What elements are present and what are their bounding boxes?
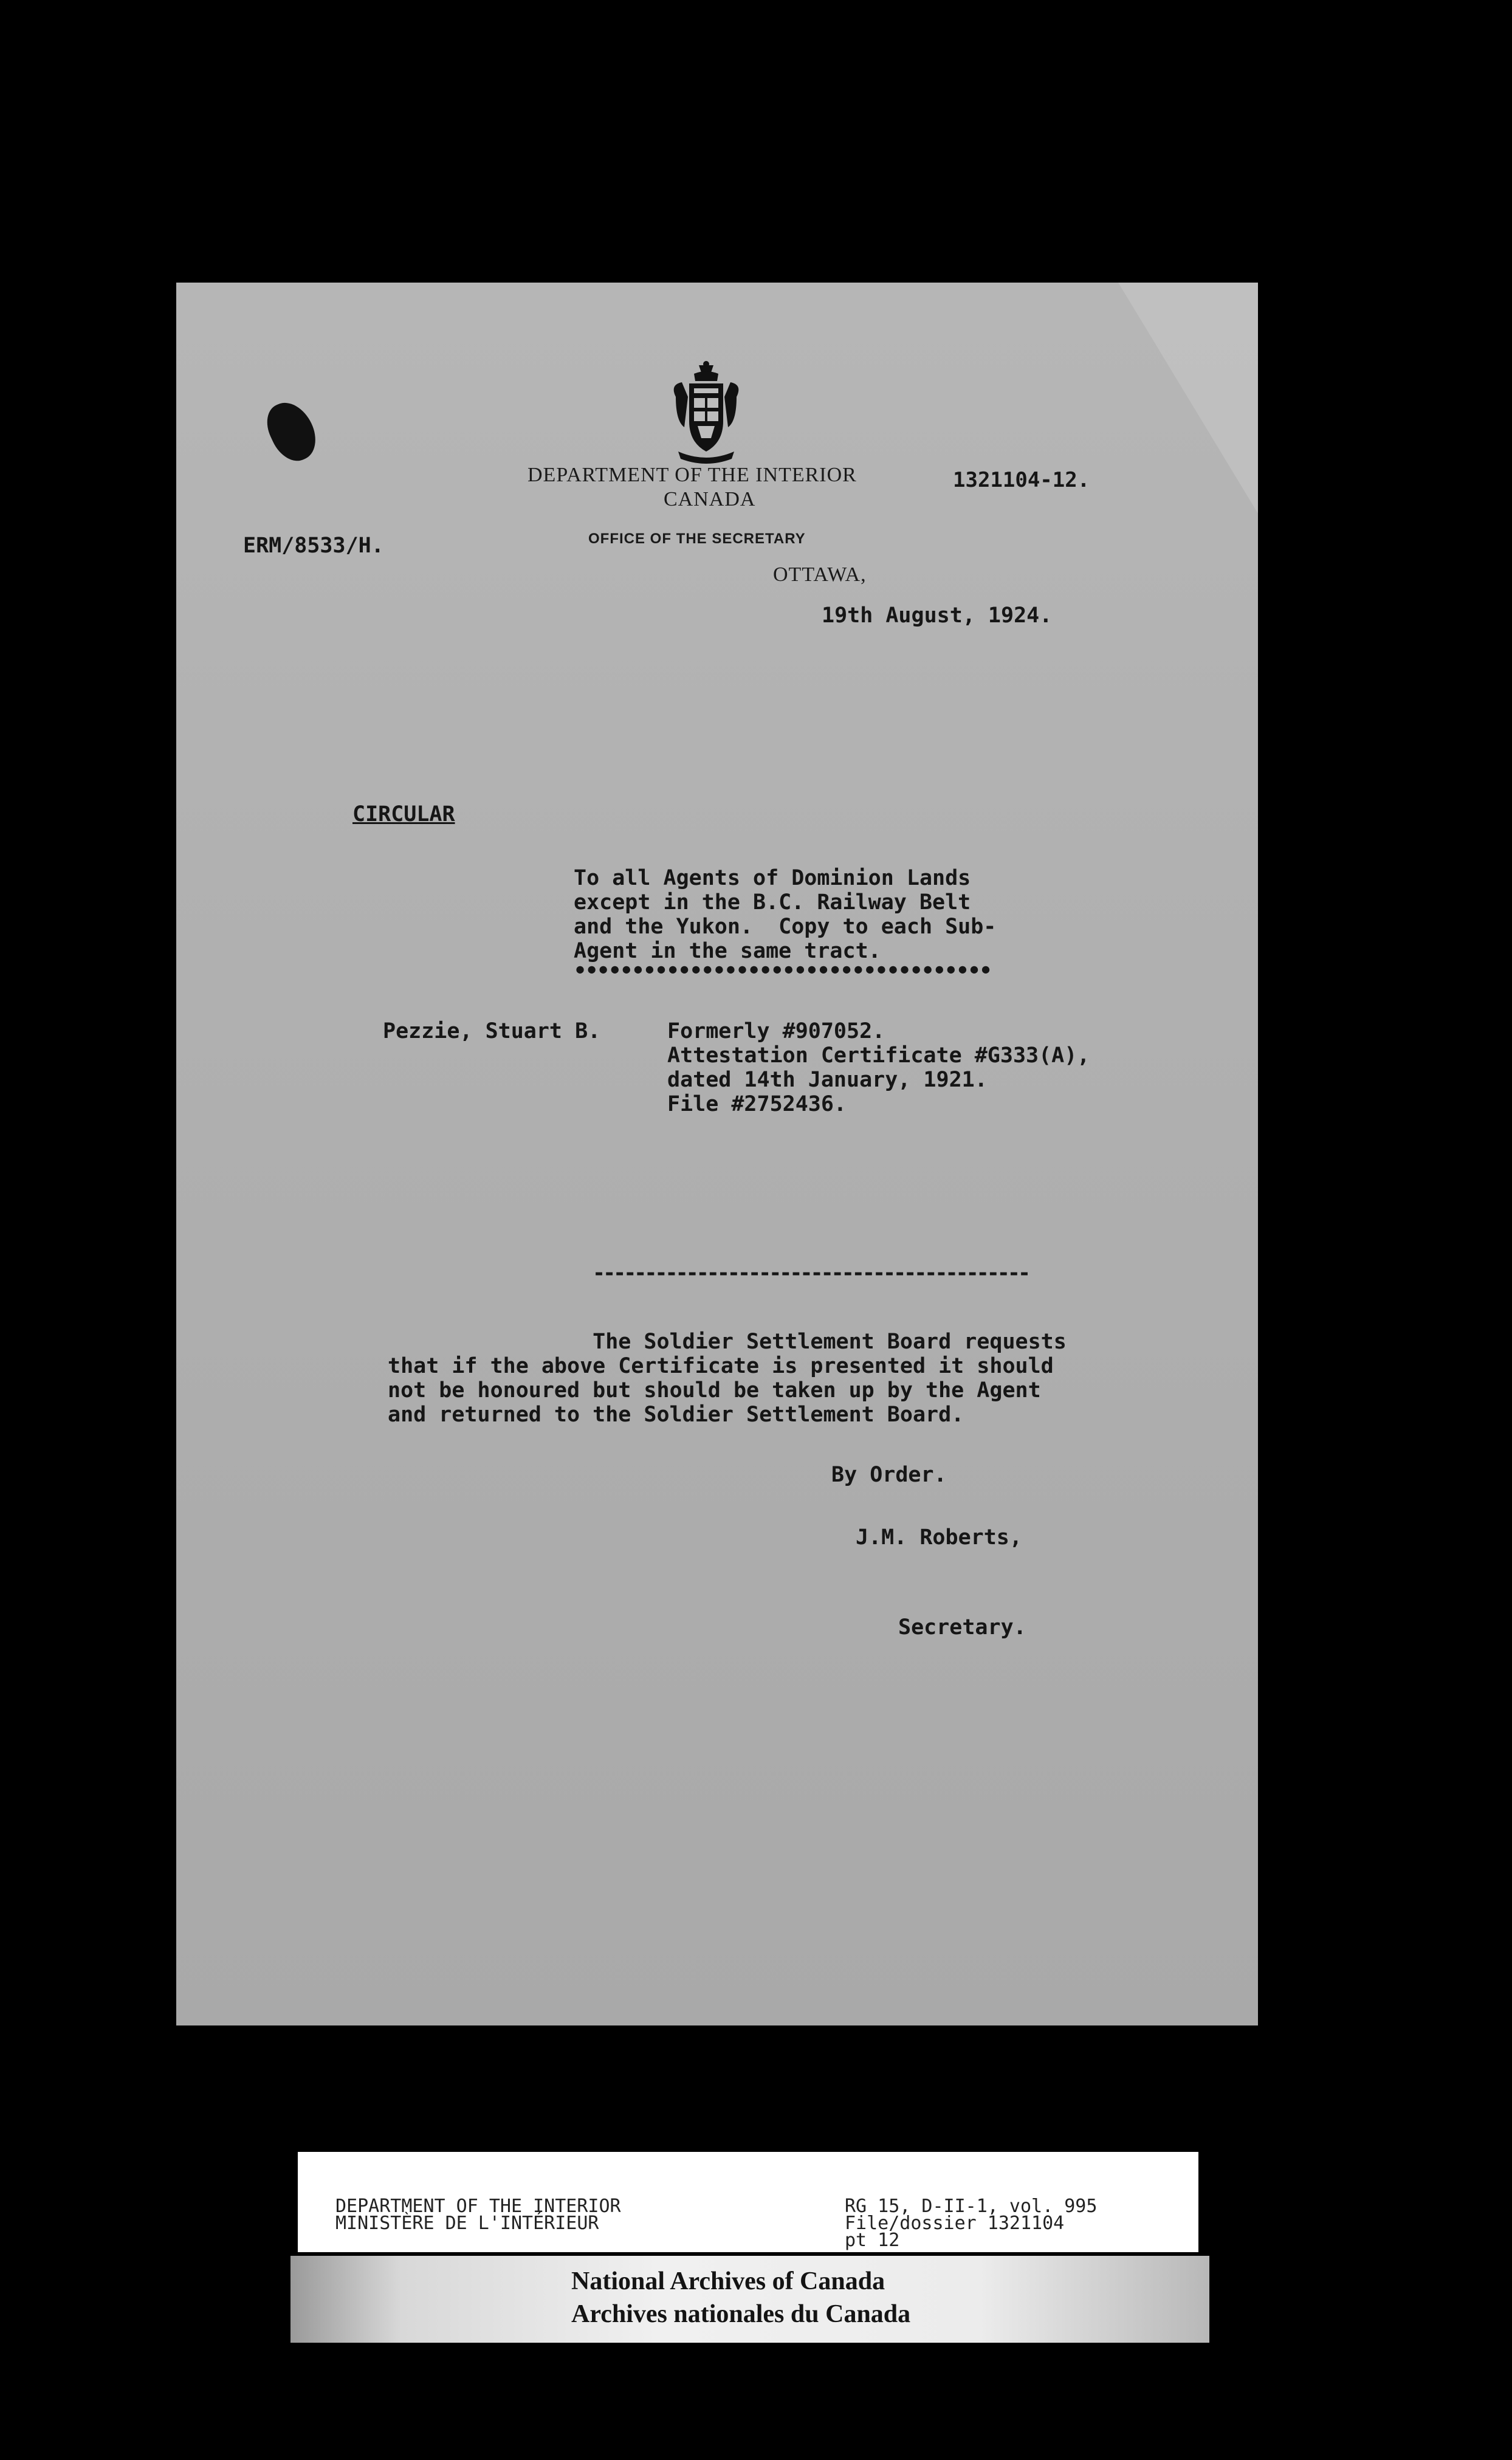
archive-reference-slip <box>298 2152 1198 2252</box>
slip-ref-line3: pt 12 <box>845 2230 900 2251</box>
subject-details: Formerly #907052. Attestation Certificate #G333(A), dated 14th January, 1921. File #2752436. <box>667 1019 1090 1116</box>
signer-title: Secretary. <box>898 1615 1026 1640</box>
page-fold <box>1118 283 1258 514</box>
addressee-block: To all Agents of Dominion Lands except in the B.C. Railway Belt and the Yukon. Copy to each Sub- Agent in the same tract. <box>574 866 997 963</box>
by-order: By Order. <box>831 1463 947 1487</box>
file-number-stamp: 1321104-12. <box>953 468 1090 492</box>
document-page <box>176 283 1258 2025</box>
slip-ref-line1: RG 15, D-II-1, vol. 995 <box>845 2196 1098 2217</box>
slip-dept-fr: MINISTÈRE DE L'INTÉRIEUR <box>335 2213 599 2234</box>
archives-name-fr: Archives nationales du Canada <box>571 2300 911 2328</box>
signer-name: J.M. Roberts, <box>856 1525 1022 1550</box>
letterhead-city: OTTAWA, <box>773 563 867 586</box>
archives-label-strip <box>290 2256 1209 2343</box>
reference-code: ERM/8533/H. <box>243 534 384 558</box>
letterhead-department: DEPARTMENT OF THE INTERIOR <box>527 464 857 486</box>
dotted-rule: •••••••••••••••••••••••••••••••••••• <box>574 959 991 983</box>
letterhead-country: CANADA <box>664 488 756 510</box>
letter-body: The Soldier Settlement Board requests that if the above Certificate is presented it should not be honoured but should be taken up by the Agent and returned to the Soldier Settlement Board. <box>388 1330 1067 1427</box>
slip-department <box>335 2198 621 2232</box>
slip-reference <box>845 2198 1097 2249</box>
subject-name: Pezzie, Stuart B. <box>383 1019 601 1043</box>
letterhead-office: OFFICE OF THE SECRETARY <box>588 531 806 547</box>
letter-date: 19th August, 1924. <box>822 603 1053 628</box>
dashed-rule: ------------------------------------------ <box>593 1261 1029 1285</box>
slip-dept-en: DEPARTMENT OF THE INTERIOR <box>335 2196 621 2217</box>
circular-heading: CIRCULAR <box>352 802 455 826</box>
slip-ref-line2: File/dossier 1321104 <box>845 2213 1065 2234</box>
punch-hole <box>259 395 324 468</box>
archives-name-en: National Archives of Canada <box>571 2267 885 2295</box>
coat-of-arms-icon <box>664 360 749 464</box>
